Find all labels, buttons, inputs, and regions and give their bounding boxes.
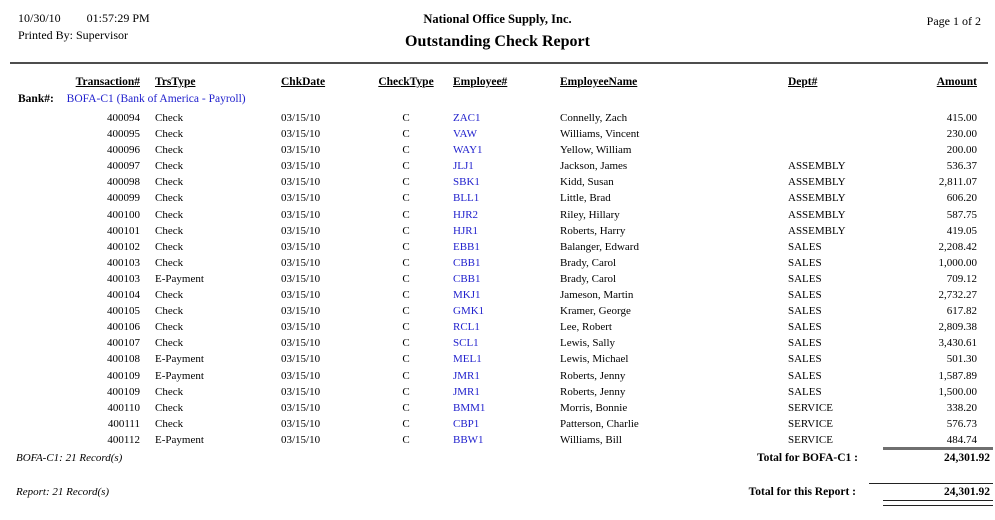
chkdate-cell: 03/15/10 xyxy=(281,337,321,350)
bank-label: Bank#: xyxy=(18,93,54,105)
chkdate-cell: 03/15/10 xyxy=(281,128,321,141)
employee-num-cell[interactable]: CBP1 xyxy=(453,417,480,430)
trstype-cell: Check xyxy=(155,112,184,124)
trstype-cell: Check xyxy=(155,337,184,350)
trstype-cell: Check xyxy=(155,176,184,189)
table-row xyxy=(0,400,985,416)
amount-cell: 1,587.89 xyxy=(938,369,977,382)
table-row xyxy=(0,368,985,384)
trstype-cell: E-Payment xyxy=(155,272,204,285)
amount-cell: 587.75 xyxy=(946,208,977,221)
transaction-cell: 400105 xyxy=(107,305,140,318)
dept-cell: SALES xyxy=(788,369,822,382)
checktype-cell: C xyxy=(402,417,410,430)
amount-cell: 484.74 xyxy=(946,433,977,446)
table-row xyxy=(0,416,985,432)
col-checktype: CheckType xyxy=(378,76,434,88)
transaction-cell: 400094 xyxy=(107,112,140,124)
trstype-cell: Check xyxy=(155,224,184,237)
chkdate-cell: 03/15/10 xyxy=(281,305,321,318)
employee-num-cell[interactable]: JLJ1 xyxy=(453,160,474,173)
bank-record-count: BOFA-C1: 21 Record(s) xyxy=(16,452,123,464)
employee-num-cell[interactable]: BMM1 xyxy=(453,401,486,414)
dept-cell xyxy=(788,126,883,142)
table-row xyxy=(0,303,985,319)
dept-cell: ASSEMBLY xyxy=(788,208,846,221)
amount-cell: 2,732.27 xyxy=(938,289,977,302)
amount-cell: 3,430.61 xyxy=(938,337,977,350)
checktype-cell: C xyxy=(402,289,410,302)
amount-cell: 2,811.07 xyxy=(938,176,977,189)
employee-name-cell: Lewis, Michael xyxy=(560,353,629,366)
trstype-cell: Check xyxy=(155,385,184,398)
amount-cell: 338.20 xyxy=(946,401,977,414)
employee-num-cell[interactable]: EBB1 xyxy=(453,240,480,253)
table-body xyxy=(0,110,985,448)
column-header-row xyxy=(0,76,985,88)
table-row xyxy=(0,142,985,158)
checktype-cell: C xyxy=(402,385,410,398)
employee-num-cell[interactable]: MEL1 xyxy=(453,353,482,366)
amount-cell: 230.00 xyxy=(946,128,977,141)
employee-name-cell: Roberts, Jenny xyxy=(560,385,626,398)
bank-total-label: Total for BOFA-C1 : xyxy=(756,452,858,464)
employee-name-cell: Kramer, George xyxy=(560,305,631,318)
employee-num-cell[interactable]: BBW1 xyxy=(453,433,484,446)
chkdate-cell: 03/15/10 xyxy=(281,385,321,398)
transaction-cell: 400099 xyxy=(107,192,140,205)
employee-name-cell: Jameson, Martin xyxy=(560,289,634,302)
trstype-cell: Check xyxy=(155,321,184,334)
checktype-cell: C xyxy=(402,401,410,414)
col-employee-num: Employee# xyxy=(453,76,508,88)
amount-cell: 536.37 xyxy=(946,160,977,173)
table-row xyxy=(0,384,985,400)
checktype-cell: C xyxy=(402,337,410,350)
chkdate-cell: 03/15/10 xyxy=(281,289,321,302)
amount-cell: 576.73 xyxy=(946,417,977,430)
employee-num-cell[interactable]: CBB1 xyxy=(453,272,481,285)
bank-total-value: 24,301.92 xyxy=(944,452,990,464)
table-row xyxy=(0,190,985,206)
checktype-cell: C xyxy=(402,224,410,237)
employee-num-cell[interactable]: JMR1 xyxy=(453,385,480,398)
amount-cell: 419.05 xyxy=(946,224,977,237)
chkdate-cell: 03/15/10 xyxy=(281,160,321,173)
amount-cell: 415.00 xyxy=(946,112,977,124)
dept-cell: SALES xyxy=(788,289,822,302)
col-dept: Dept# xyxy=(788,76,818,88)
table-row xyxy=(0,287,985,303)
table-row xyxy=(0,255,985,271)
employee-name-cell: Brady, Carol xyxy=(560,272,617,285)
transaction-cell: 400104 xyxy=(107,289,140,302)
dept-cell: SALES xyxy=(788,272,822,285)
transaction-cell: 400109 xyxy=(107,385,140,398)
trstype-cell: E-Payment xyxy=(155,433,204,446)
transaction-cell: 400112 xyxy=(107,433,140,446)
chkdate-cell: 03/15/10 xyxy=(281,401,321,414)
employee-name-cell: Connelly, Zach xyxy=(560,112,628,124)
dept-cell: SALES xyxy=(788,305,822,318)
table-row xyxy=(0,271,985,287)
transaction-cell: 400095 xyxy=(107,128,140,141)
amount-cell: 606.20 xyxy=(946,192,977,205)
employee-num-cell[interactable]: BLL1 xyxy=(453,192,480,205)
amount-cell: 501.30 xyxy=(946,353,977,366)
chkdate-cell: 03/15/10 xyxy=(281,369,321,382)
checktype-cell: C xyxy=(402,176,410,189)
col-transaction: Transaction# xyxy=(75,76,140,88)
report-total-rule xyxy=(869,483,993,484)
amount-cell: 200.00 xyxy=(946,144,977,157)
employee-num-cell[interactable]: SBK1 xyxy=(453,176,480,189)
employee-name-cell: Roberts, Jenny xyxy=(560,369,626,382)
chkdate-cell: 03/15/10 xyxy=(281,321,321,334)
amount-cell: 2,208.42 xyxy=(938,240,977,253)
dept-cell: SALES xyxy=(788,385,822,398)
amount-cell: 617.82 xyxy=(946,305,977,318)
amount-cell: 1,000.00 xyxy=(938,256,977,269)
employee-name-cell: Williams, Bill xyxy=(560,433,622,446)
print-date: 10/30/10 xyxy=(18,11,61,25)
transaction-cell: 400096 xyxy=(107,144,140,157)
checktype-cell: C xyxy=(402,208,410,221)
chkdate-cell: 03/15/10 xyxy=(281,112,321,124)
transaction-cell: 400097 xyxy=(107,160,140,173)
chkdate-cell: 03/15/10 xyxy=(281,192,321,205)
report-total-double-underline xyxy=(883,500,993,506)
dept-cell: ASSEMBLY xyxy=(788,176,846,189)
report-record-count: Report: 21 Record(s) xyxy=(16,486,110,498)
dept-cell: SERVICE xyxy=(788,401,833,414)
col-employee-name: EmployeeName xyxy=(560,76,638,88)
chkdate-cell: 03/15/10 xyxy=(281,240,321,253)
dept-cell: ASSEMBLY xyxy=(788,160,846,173)
employee-name-cell: Roberts, Harry xyxy=(560,224,626,237)
employee-name-cell: Williams, Vincent xyxy=(560,128,640,141)
employee-name-cell: Lewis, Sally xyxy=(560,337,615,350)
dept-cell xyxy=(788,110,883,126)
checktype-cell: C xyxy=(402,433,410,446)
transaction-cell: 400098 xyxy=(107,176,140,189)
employee-num-cell[interactable]: GMK1 xyxy=(453,305,485,318)
amount-cell: 709.12 xyxy=(946,272,977,285)
table-row xyxy=(0,174,985,190)
page-indicator: Page 1 of 2 xyxy=(926,14,981,28)
chkdate-cell: 03/15/10 xyxy=(281,433,321,446)
col-trstype: TrsType xyxy=(155,76,196,88)
chkdate-cell: 03/15/10 xyxy=(281,144,321,157)
transaction-cell: 400100 xyxy=(107,208,140,221)
print-time: 01:57:29 PM xyxy=(86,11,150,25)
chkdate-cell: 03/15/10 xyxy=(281,176,321,189)
trstype-cell: Check xyxy=(155,192,184,205)
employee-num-cell[interactable]: HJR1 xyxy=(453,224,479,237)
transaction-cell: 400106 xyxy=(107,321,140,334)
report-total-label: Total for this Report : xyxy=(748,486,856,498)
dept-cell: SALES xyxy=(788,321,822,334)
trstype-cell: Check xyxy=(155,144,184,157)
dept-cell: SALES xyxy=(788,240,822,253)
trstype-cell: Check xyxy=(155,256,184,269)
transaction-cell: 400111 xyxy=(107,417,140,430)
bank-total-rule xyxy=(883,447,993,450)
employee-num-cell[interactable]: VAW xyxy=(453,128,477,141)
employee-name-cell: Brady, Carol xyxy=(560,256,617,269)
chkdate-cell: 03/15/10 xyxy=(281,353,321,366)
employee-name-cell: Lee, Robert xyxy=(560,321,612,334)
employee-name-cell: Yellow, William xyxy=(560,144,632,157)
employee-name-cell: Morris, Bonnie xyxy=(560,401,628,414)
transaction-cell: 400102 xyxy=(107,240,140,253)
table-row xyxy=(0,239,985,255)
chkdate-cell: 03/15/10 xyxy=(281,256,321,269)
chkdate-cell: 03/15/10 xyxy=(281,417,321,430)
checktype-cell: C xyxy=(402,272,410,285)
dept-cell: SERVICE xyxy=(788,417,833,430)
trstype-cell: Check xyxy=(155,160,184,173)
dept-cell: SALES xyxy=(788,256,822,269)
col-amount: Amount xyxy=(936,76,977,88)
employee-num-cell[interactable]: CBB1 xyxy=(453,256,481,269)
checktype-cell: C xyxy=(402,128,410,141)
checktype-cell: C xyxy=(402,192,410,205)
employee-name-cell: Jackson, James xyxy=(560,160,628,173)
table-row xyxy=(0,351,985,367)
dept-cell: ASSEMBLY xyxy=(788,224,846,237)
col-chkdate: ChkDate xyxy=(281,76,326,88)
employee-name-cell: Little, Brad xyxy=(560,192,611,205)
transaction-cell: 400110 xyxy=(107,401,140,414)
employee-num-cell[interactable]: SCL1 xyxy=(453,337,479,350)
employee-num-cell[interactable]: MKJ1 xyxy=(453,289,481,302)
employee-name-cell: Patterson, Charlie xyxy=(560,417,639,430)
trstype-cell: Check xyxy=(155,128,184,141)
checktype-cell: C xyxy=(402,256,410,269)
chkdate-cell: 03/15/10 xyxy=(281,208,321,221)
chkdate-cell: 03/15/10 xyxy=(281,224,321,237)
amount-cell: 1,500.00 xyxy=(938,385,977,398)
printed-by: Printed By: Supervisor xyxy=(18,28,128,42)
trstype-cell: Check xyxy=(155,208,184,221)
table-row xyxy=(0,110,985,126)
table-row xyxy=(0,335,985,351)
table-row xyxy=(0,126,985,142)
checktype-cell: C xyxy=(402,321,410,334)
amount-cell: 2,809.38 xyxy=(938,321,977,334)
trstype-cell: Check xyxy=(155,289,184,302)
transaction-cell: 400103 xyxy=(107,256,140,269)
table-row xyxy=(0,207,985,223)
employee-name-cell: Riley, Hillary xyxy=(560,208,620,221)
checktype-cell: C xyxy=(402,160,410,173)
dept-cell: SALES xyxy=(788,337,822,350)
dept-cell: SALES xyxy=(788,353,822,366)
trstype-cell: E-Payment xyxy=(155,353,204,366)
transaction-cell: 400107 xyxy=(107,337,140,350)
transaction-cell: 400108 xyxy=(107,353,140,366)
employee-num-cell[interactable]: WAY1 xyxy=(453,144,483,157)
checktype-cell: C xyxy=(402,305,410,318)
employee-name-cell: Balanger, Edward xyxy=(560,240,639,253)
employee-num-cell[interactable]: HJR2 xyxy=(453,208,479,221)
table-row xyxy=(0,223,985,239)
trstype-cell: Check xyxy=(155,401,184,414)
table-row xyxy=(0,432,985,448)
transaction-cell: 400101 xyxy=(107,224,140,237)
transaction-cell: 400109 xyxy=(107,369,140,382)
header-divider xyxy=(10,62,988,64)
trstype-cell: Check xyxy=(155,305,184,318)
employee-num-cell[interactable]: JMR1 xyxy=(453,369,480,382)
report-title: Outstanding Check Report xyxy=(405,33,590,50)
trstype-cell: Check xyxy=(155,240,184,253)
checktype-cell: C xyxy=(402,369,410,382)
dept-cell xyxy=(788,142,883,158)
checktype-cell: C xyxy=(402,112,410,124)
checktype-cell: C xyxy=(402,240,410,253)
trstype-cell: Check xyxy=(155,417,184,430)
checktype-cell: C xyxy=(402,353,410,366)
checktype-cell: C xyxy=(402,144,410,157)
employee-num-cell[interactable]: RCL1 xyxy=(453,321,480,334)
chkdate-cell: 03/15/10 xyxy=(281,272,321,285)
employee-num-cell[interactable]: ZAC1 xyxy=(453,112,481,124)
dept-cell: SERVICE xyxy=(788,433,833,446)
report-heading xyxy=(0,12,995,51)
report-total-value: 24,301.92 xyxy=(944,486,990,498)
table-row xyxy=(0,319,985,335)
company-name: National Office Supply, Inc. xyxy=(423,12,572,26)
dept-cell: ASSEMBLY xyxy=(788,192,846,205)
trstype-cell: E-Payment xyxy=(155,369,204,382)
table-row xyxy=(0,158,985,174)
bank-link[interactable]: BOFA-C1 (Bank of America - Payroll) xyxy=(66,93,246,105)
transaction-cell: 400103 xyxy=(107,272,140,285)
employee-name-cell: Kidd, Susan xyxy=(560,176,614,189)
bank-group-row xyxy=(18,93,246,105)
